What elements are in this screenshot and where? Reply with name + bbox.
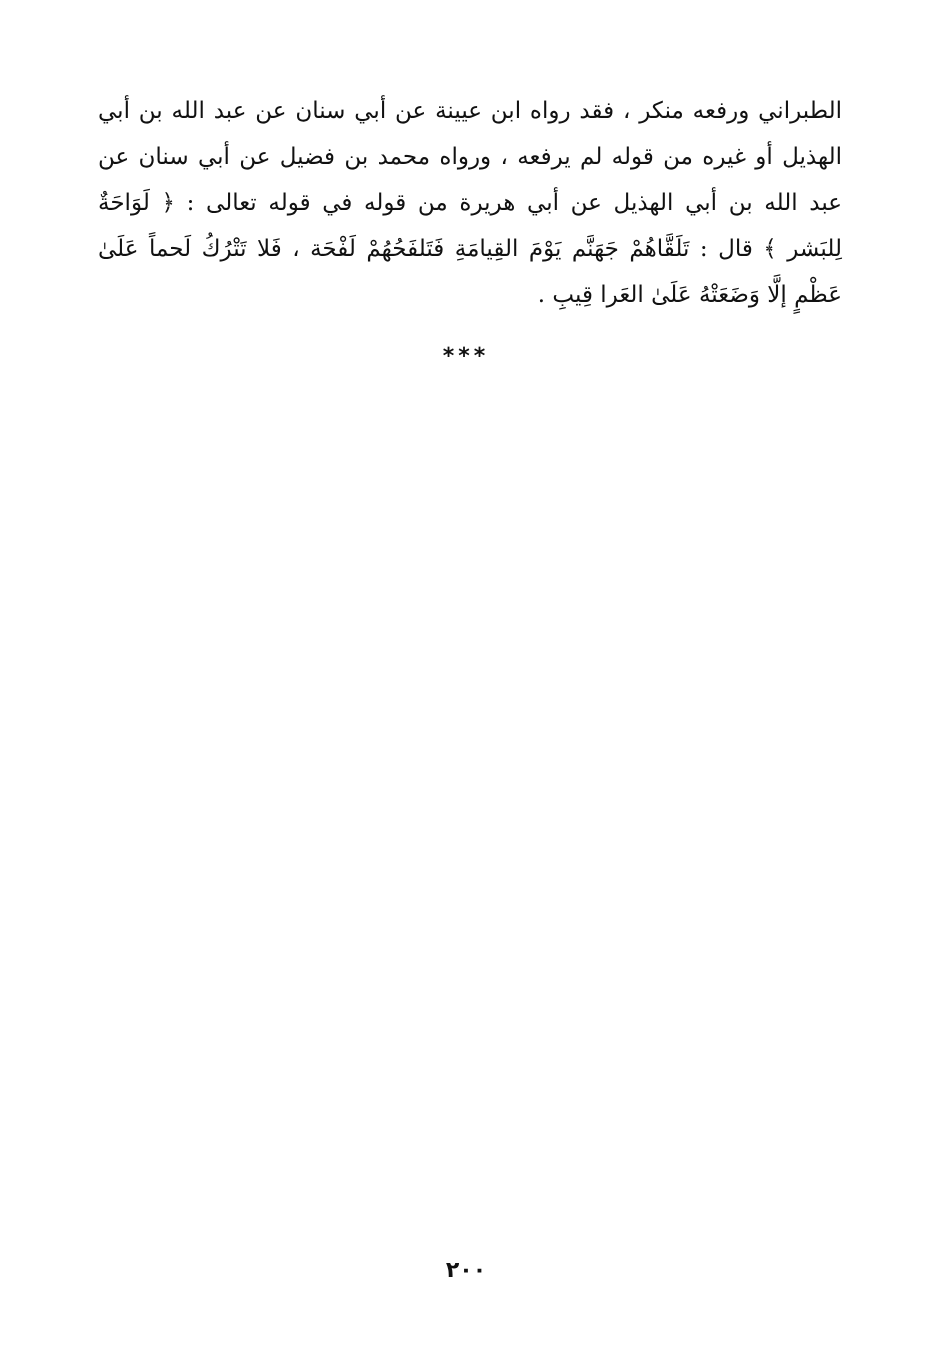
section-separator: *** (442, 344, 490, 369)
text-line-3: عبد الله بن أبي الهذيل عن أبي هريرة من قوله في قوله تعالى : ﴿ لَوَاحَةٌ (98, 190, 842, 216)
page-number: ٢٠٠ (445, 1258, 487, 1283)
body-text (98, 88, 842, 318)
text-line-2: الهذيل أو غيره من قوله لم يرفعه ، ورواه محمد بن فضيل عن أبي سنان عن (98, 144, 842, 170)
text-line-1: الطبراني ورفعه منكر ، فقد رواه ابن عيينة عن أبي سنان عن عبد الله بن أبي (98, 98, 842, 124)
text-line-4: لِلبَشر ﴾ قال : تَلَقَّاهُمْ جَهَنَّم يَوْمَ القِيامَةِ فَتَلفَحُهُمْ لَفْحَة ، فَلا تَتْرُكُ لَحماً عَلَىٰ (98, 236, 842, 262)
text-line-5: عَظْمٍ إلَّا وَضَعَتْهُ عَلَىٰ العَرا قِيبِ . (537, 282, 842, 308)
